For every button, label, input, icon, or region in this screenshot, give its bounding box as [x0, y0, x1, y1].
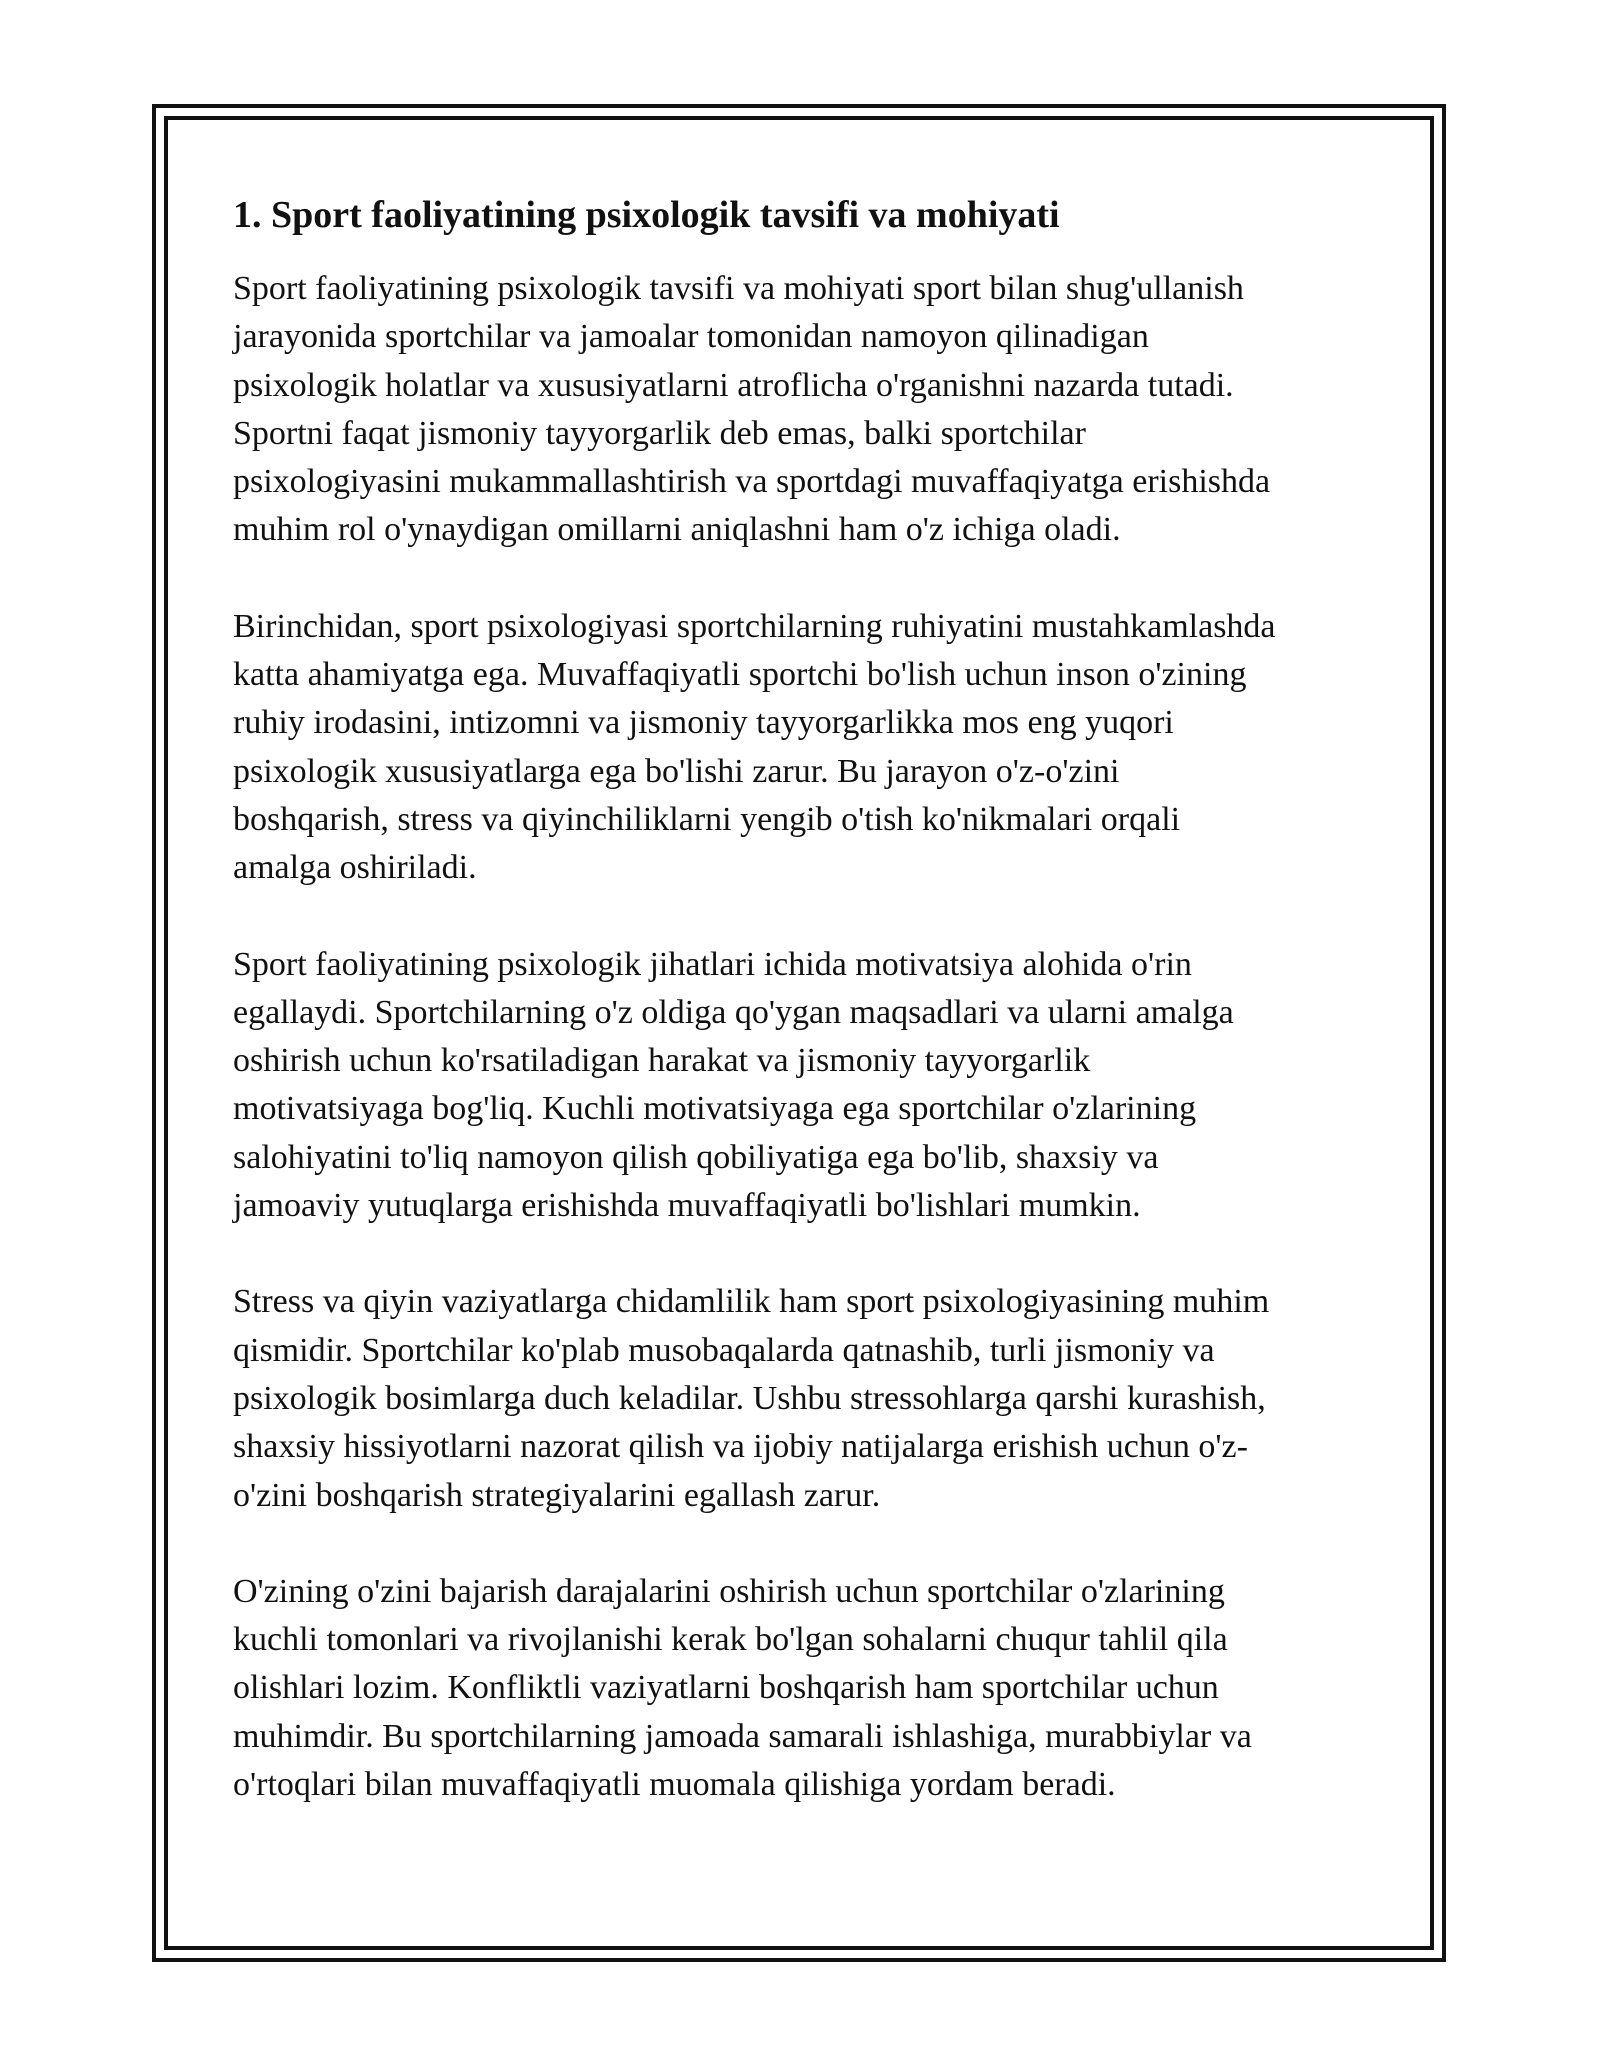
- section-title: 1. Sport faoliyatining psixologik tavsifi va mohiyati: [233, 194, 1060, 236]
- text-line: kuchli tomonlari va rivojlanishi kerak bo'lgan sohalarni chuqur tahlil qila: [233, 1621, 1228, 1659]
- text-line: psixologiyasini mukammallashtirish va sportdagi muvaffaqiyatga erishishda: [233, 463, 1271, 501]
- paragraph-5: [233, 1568, 1373, 1809]
- text-line: Sport faoliyatining psixologik tavsifi va mohiyati sport bilan shug'ullanish: [233, 270, 1244, 307]
- text-line: psixologik bosimlarga duch keladilar. Ushbu stressohlarga qarshi kurashish,: [233, 1379, 1266, 1417]
- paragraph-1: [233, 265, 1373, 555]
- text-line: psixologik holatlar va xususiyatlarni atroflicha o'rganishni nazarda tutadi.: [233, 366, 1234, 404]
- text-line: Sport faoliyatining psixologik jihatlari ichida motivatsiya alohida o'rin: [233, 945, 1192, 983]
- text-line: muhimdir. Bu sportchilarning jamoada samarali ishlashiga, murabbiylar va: [233, 1717, 1252, 1755]
- text-line: jarayonida sportchilar va jamoalar tomonidan namoyon qilinadigan: [233, 318, 1149, 356]
- text-line: qismidir. Sportchilar ko'plab musobaqalarda qatnashib, turli jismoniy va: [233, 1331, 1215, 1369]
- text-line: shaxsiy hissiyotlarni nazorat qilish va ijobiy natijalarga erishish uchun o'z-: [233, 1428, 1248, 1466]
- text-line: motivatsiyaga bog'liq. Kuchli motivatsiyaga ega sportchilar o'zlarining: [233, 1090, 1197, 1128]
- text-line: Sportni faqat jismoniy tayyorgarlik deb emas, balki sportchilar: [233, 414, 1086, 452]
- text-line: Stress va qiyin vaziyatlarga chidamlilik ham sport psixologiyasining muhim: [233, 1283, 1270, 1321]
- text-line: muhim rol o'ynaydigan omillarni aniqlashni ham o'z ichiga oladi.: [233, 511, 1121, 549]
- paragraph-3: [233, 941, 1373, 1231]
- text-line: ruhiy irodasini, intizomni va jismoniy tayyorgarlikka mos eng yuqori: [233, 704, 1174, 742]
- text-line: oshirish uchun ko'rsatiladigan harakat va jismoniy tayyorgarlik: [233, 1042, 1091, 1080]
- paragraph-4: [233, 1278, 1373, 1519]
- text-line: o'rtoqlari bilan muvaffaqiyatli muomala qilishiga yordam beradi.: [233, 1766, 1116, 1804]
- text-line: amalga oshiriladi.: [233, 849, 477, 887]
- text-line: katta ahamiyatga ega. Muvaffaqiyatli sportchi bo'lish uchun inson o'zining: [233, 656, 1247, 694]
- text-line: psixologik xususiyatlarga ega bo'lishi zarur. Bu jarayon o'z-o'zini: [233, 752, 1120, 790]
- text-line: salohiyatini to'liq namoyon qilish qobiliyatiga ega bo'lib, shaxsiy va: [233, 1138, 1159, 1176]
- text-line: olishlari lozim. Konfliktli vaziyatlarni boshqarish ham sportchilar uchun: [233, 1669, 1219, 1707]
- text-line: egallaydi. Sportchilarning o'z oldiga qo'ygan maqsadlari va ularni amalga: [233, 993, 1234, 1031]
- text-line: o'zini boshqarish strategiyalarini egallash zarur.: [233, 1476, 881, 1514]
- text-line: Birinchidan, sport psixologiyasi sportchilarning ruhiyatini mustahkamlashda: [233, 607, 1276, 645]
- paragraph-2: [233, 603, 1373, 893]
- text-line: O'zining o'zini bajarish darajalarini oshirish uchun sportchilar o'zlarining: [233, 1572, 1225, 1610]
- text-line: jamoaviy yutuqlarga erishishda muvaffaqiyatli bo'lishlari mumkin.: [233, 1187, 1141, 1225]
- document-body: [233, 190, 1373, 1809]
- text-line: boshqarish, stress va qiyinchiliklarni yengib o'tish ko'nikmalari orqali: [233, 800, 1181, 838]
